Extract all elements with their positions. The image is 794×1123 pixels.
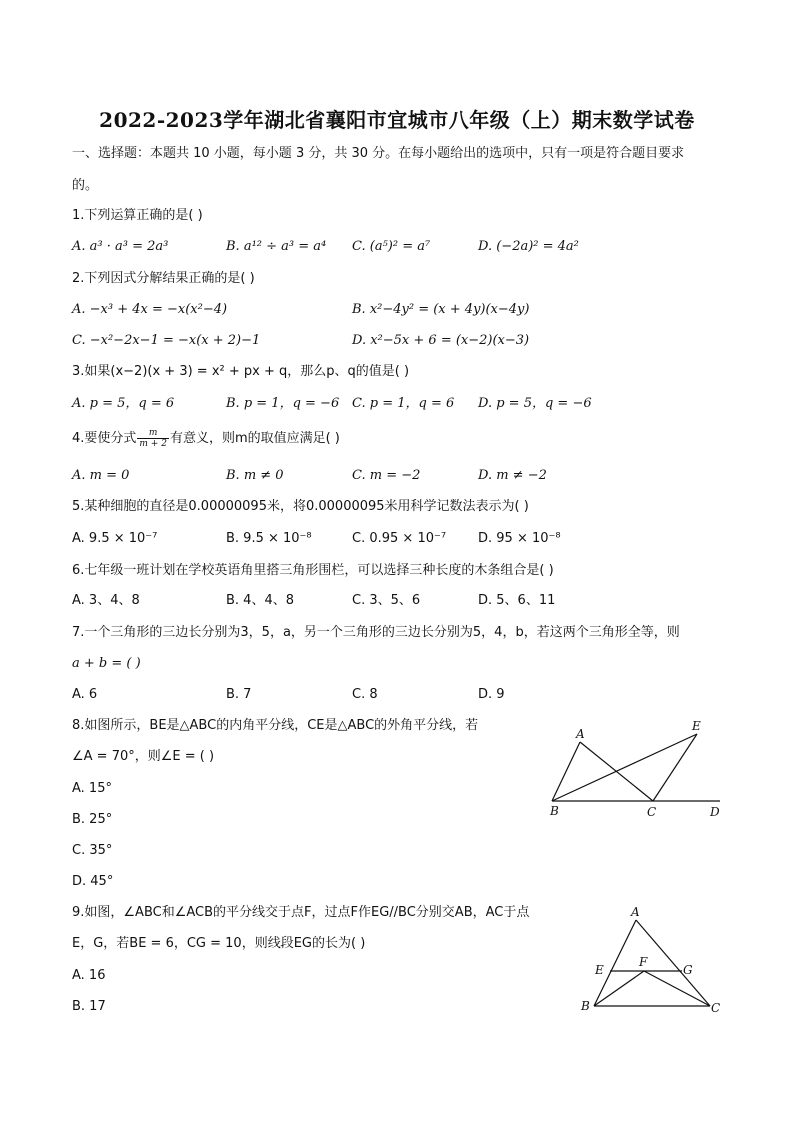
label-e: E [595,963,604,977]
q5-option-b: B. 9.5 × 10⁻⁸ [226,531,312,546]
label-d: D [710,805,720,819]
segment-cf [644,971,710,1006]
q8-option-d: D. 45° [72,874,114,889]
q6-option-b: B. 4、4、8 [226,593,294,608]
q2-option-a: A. −x³ + 4x = −x(x²−4) [72,302,228,317]
q9-option-a: A. 16 [72,968,106,983]
page-title: 2022-2023学年湖北省襄阳市宜城市八年级（上）期末数学试卷 [99,108,695,132]
q7-option-c: C. 8 [352,687,378,702]
q2-option-d: D. x²−5x + 6 = (x−2)(x−3) [352,333,530,348]
q5-option-a: A. 9.5 × 10⁻⁷ [72,531,158,546]
q5-option-c: C. 0.95 × 10⁻⁷ [352,531,447,546]
q6-option-a: A. 3、4、8 [72,593,140,608]
section-heading-cont: 的。 [72,178,99,193]
q4-fraction-numerator: m [137,428,169,439]
q3-option-c: C. p = 1，q = 6 [352,396,455,411]
q2-option-b: B. x²−4y² = (x + 4y)(x−4y) [352,302,530,317]
q9-stem-cont: E，G，若BE = 6，CG = 10，则线段EG的长为( ) [72,936,366,951]
q3-stem: 3.如果(x−2)(x + 3) = x² + px + q，那么p、q的值是( ) [72,364,410,379]
q8-option-c: C. 35° [72,843,113,858]
section-heading: 一、选择题：本题共 10 小题，每小题 3 分，共 30 分。在每小题给出的选项中，只有一项是符合题目要求 [72,146,685,161]
q1-option-a: A. a³ · a³ = 2a³ [72,239,169,254]
q7-option-a: A. 6 [72,687,98,702]
label-g: G [683,963,693,977]
label-f: F [639,955,648,969]
q1-option-d: D. (−2a)² = 4a² [478,239,579,254]
q8-stem: 8.如图所示，BE是△ABC的内角平分线，CE是△ABC的外角平分线，若 [72,718,479,733]
q4-option-a: A. m = 0 [72,468,130,483]
q7-option-b: B. 7 [226,687,252,702]
label-e: E [692,719,701,733]
q9-stem: 9.如图，∠ABC和∠ACB的平分线交于点F，过点F作EG//BC分别交AB，AC于点 [72,905,530,920]
q3-option-b: B. p = 1，q = −6 [226,396,340,411]
q4-fraction-denominator: m + 2 [139,439,167,449]
label-a: A [631,905,640,919]
q4-stem-before: 4.要使分式 [72,431,137,446]
q4-option-c: C. m = −2 [352,468,421,483]
q5-stem: 5.某种细胞的直径是0.00000095米，将0.00000095米用科学记数法表示为( ) [72,499,529,514]
label-c: C [711,1001,721,1015]
q6-option-c: C. 3、5、6 [352,593,421,608]
q1-option-b: B. a¹² ÷ a³ = a⁴ [226,239,327,254]
q3-option-d: D. p = 5，q = −6 [478,396,592,411]
q5-option-d: D. 95 × 10⁻⁸ [478,531,561,546]
label-b: B [581,999,590,1013]
q3-option-a: A. p = 5，q = 6 [72,396,175,411]
q6-stem: 6.七年级一班计划在学校英语角里搭三角形围栏，可以选择三种长度的木条组合是( ) [72,563,554,578]
label-c: C [647,805,657,819]
label-b: B [550,804,559,818]
q2-option-c: C. −x²−2x−1 = −x(x + 2)−1 [72,333,261,348]
q4-option-b: B. m ≠ 0 [226,468,284,483]
q8-option-a: A. 15° [72,781,112,796]
q2-stem: 2.下列因式分解结果正确的是( ) [72,271,255,286]
q4-stem [72,428,340,449]
q1-stem: 1.下列运算正确的是( ) [72,208,203,223]
q4-fraction [137,428,169,449]
q1-option-c: C. (a⁵)² = a⁷ [352,239,431,254]
q7-option-d: D. 9 [478,687,505,702]
q4-option-d: D. m ≠ −2 [478,468,547,483]
q9-figure [574,900,734,1022]
q7-stem-cont: a + b = ( ) [72,656,141,671]
q8-stem-cont: ∠A = 70°，则∠E = ( ) [72,749,215,764]
q9-option-b: B. 17 [72,999,106,1014]
q7-stem: 7.一个三角形的三边长分别为3，5，a，另一个三角形的三边长分别为5，4，b，若这两个三角形全等，则 [72,625,680,640]
label-a: A [576,727,585,741]
q6-option-d: D. 5、6、11 [478,593,556,608]
q8-figure [540,712,740,828]
segment-ab [552,742,580,801]
q4-stem-after: 有意义，则m的取值应满足( ) [169,431,340,446]
q8-option-b: B. 25° [72,812,113,827]
